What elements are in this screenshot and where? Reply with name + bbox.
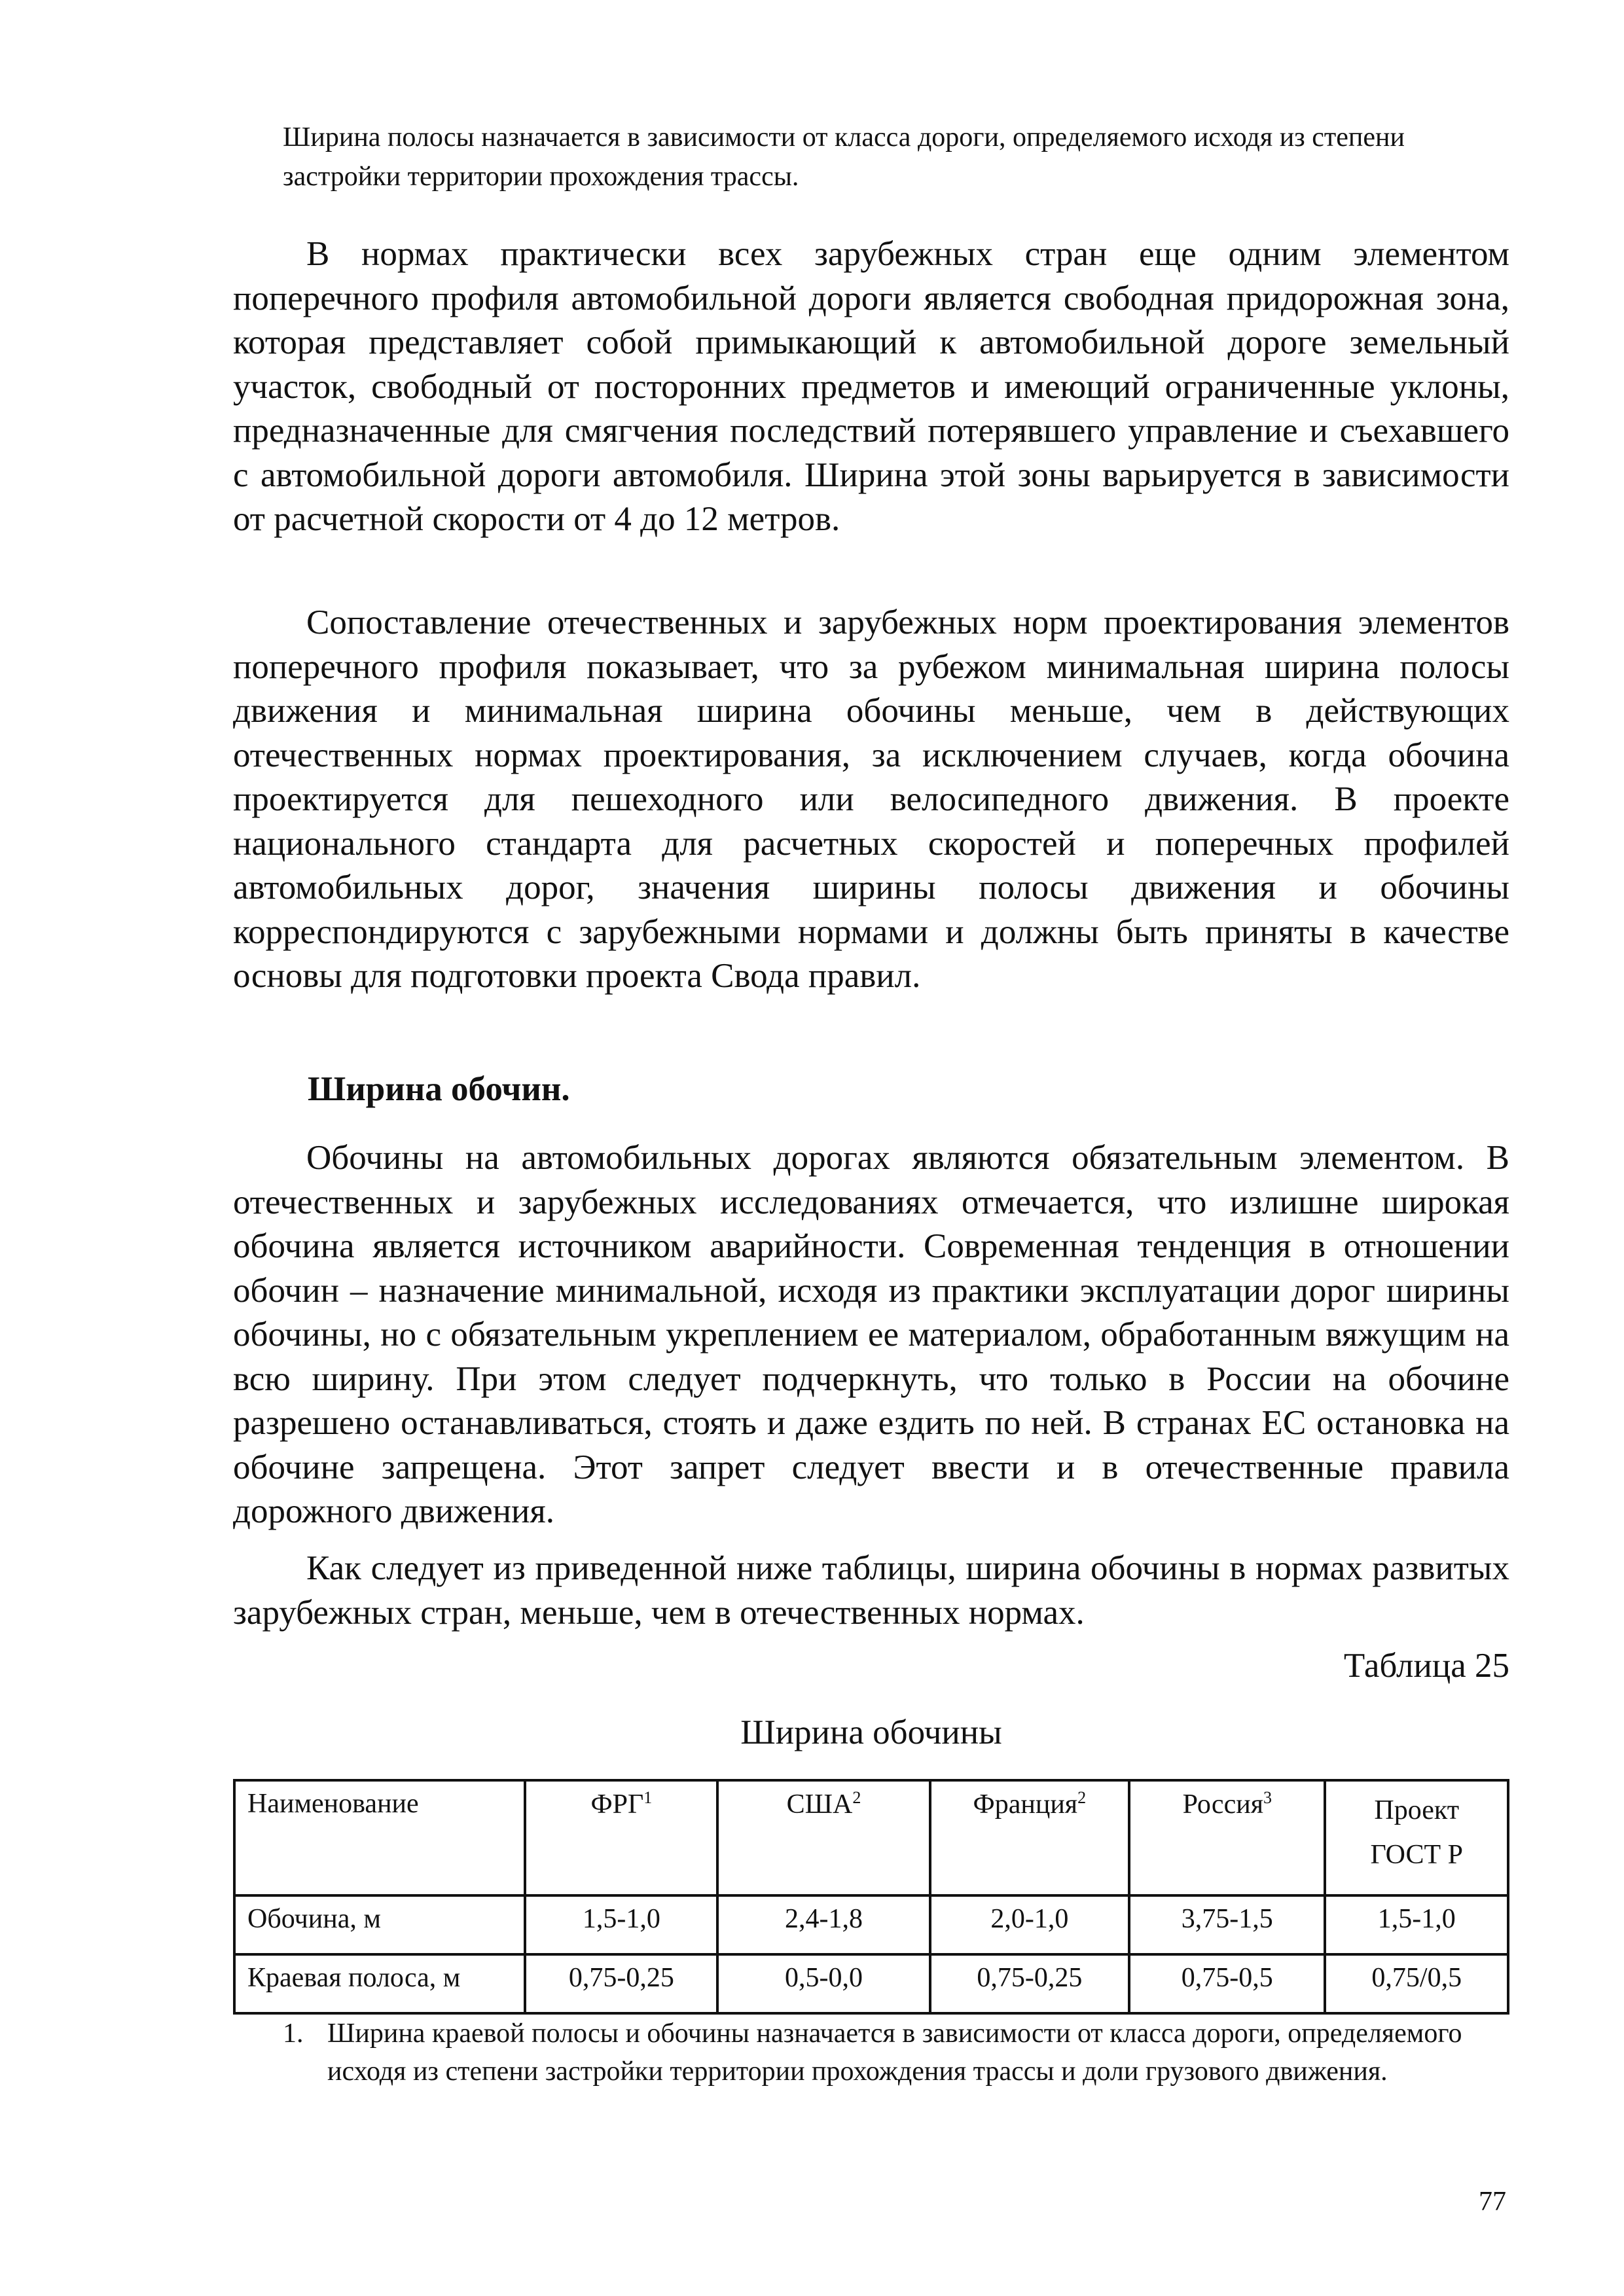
shoulder-width-table (233, 1779, 1509, 2015)
footnote-item (283, 2015, 1513, 2090)
footnote-list (283, 2015, 1513, 2090)
cell-usa: 0,5-0,0 (717, 1954, 929, 2013)
paragraph-clear-zone: В нормах практически всех зарубежных стран еще одним элементом поперечного профиля автомобильной дороги является свободная придорожная зона, которая представляет собой примыкающий к автомобильной дороге земельный участок, свободный от посторонних предметов и имеющий ограниченные уклоны, предназначенные для смягчения последствий потерявшего управление и съехавшего с автомобильной дороги автомобиля. Ширина этой зоны варьируется в зависимости от расчетной скорости от 4 до 12 метров. (233, 235, 1509, 538)
table-label: Таблица 25 (1343, 1647, 1509, 1685)
cell-france: 2,0-1,0 (930, 1895, 1130, 1954)
table-row (234, 1895, 1508, 1954)
paragraph-shoulders: Обочины на автомобильных дорогах являются обязательным элементом. В отечественных и зарубежных исследованиях отмечается, что излишне широкая обочина является источником аварийности. Современная тенденция в отношении обочин – назначение минимальной, исходя из практики эксплуатации дорог ширины обочины, но с обязательным укреплением ее материалом, обработанным вяжущим на всю ширину. При этом следует подчеркнуть, что только в России на обочине разрешено останавливаться, стоять и даже ездить по ней. В странах ЕС остановка на обочине запрещена. Этот запрет следует ввести и в отечественные правила дорожного движения. (233, 1139, 1509, 1530)
row-name: Обочина, м (234, 1895, 525, 1954)
paragraph-norms-comparison: Сопоставление отечественных и зарубежных норм проектирования элементов поперечного профиля показывает, что за рубежом минимальная ширина полосы движения и минимальная ширина обочины меньше, чем в действующих отечественных нормах проектирования, за исключением случаев, когда обочина проектируется для пешеходного или велосипедного движения. В проекте национального стандарта для расчетных скоростей и поперечных профилей автомобильных дорог, значения ширины полосы движения и обочины корреспондируются с зарубежными нормами и должны быть приняты в качестве основы для подготовки проекта Свода правил. (233, 603, 1509, 995)
cell-frg: 1,5-1,0 (525, 1895, 717, 1954)
paragraph-table-intro: Как следует из приведенной ниже таблицы, ширина обочины в нормах развитых зарубежных стран, меньше, чем в отечественных нормах. (233, 1549, 1509, 1632)
row-name: Краевая полоса, м (234, 1954, 525, 2013)
table-header-row (234, 1780, 1508, 1895)
header-russia: Россия$^3$ (1129, 1780, 1325, 1895)
header-france: Франция$^2$ (930, 1780, 1130, 1895)
top-note: Ширина полосы назначается в зависимости от класса дороги, определяемого исходя из степени застройки территории прохождения трассы. (283, 122, 1405, 192)
header-frg: ФРГ$^1$ (525, 1780, 717, 1895)
cell-usa: 2,4-1,8 (717, 1895, 929, 1954)
page-number: 77 (1479, 2187, 1506, 2217)
footnote-text: Ширина краевой полосы и обочины назначается в зависимости от класса дороги, определяемого исходя из степени застройки территории прохождения трассы и доли грузового движения. (327, 2018, 1462, 2087)
cell-france: 0,75-0,25 (930, 1954, 1130, 2013)
header-project: Проект ГОСТ Р (1325, 1780, 1508, 1895)
footnote-number: 1. (283, 2018, 304, 2049)
cell-russia: 0,75-0,5 (1129, 1954, 1325, 2013)
table-title: Ширина обочины (740, 1713, 1002, 1751)
header-name: Наименование (234, 1780, 525, 1895)
header-usa: США$^2$ (717, 1780, 929, 1895)
cell-russia: 3,75-1,5 (1129, 1895, 1325, 1954)
cell-frg: 0,75-0,25 (525, 1954, 717, 2013)
section-heading: Ширина обочин. (308, 1070, 570, 1108)
table-row (234, 1954, 1508, 2013)
cell-project: 0,75/0,5 (1325, 1954, 1508, 2013)
cell-project: 1,5-1,0 (1325, 1895, 1508, 1954)
